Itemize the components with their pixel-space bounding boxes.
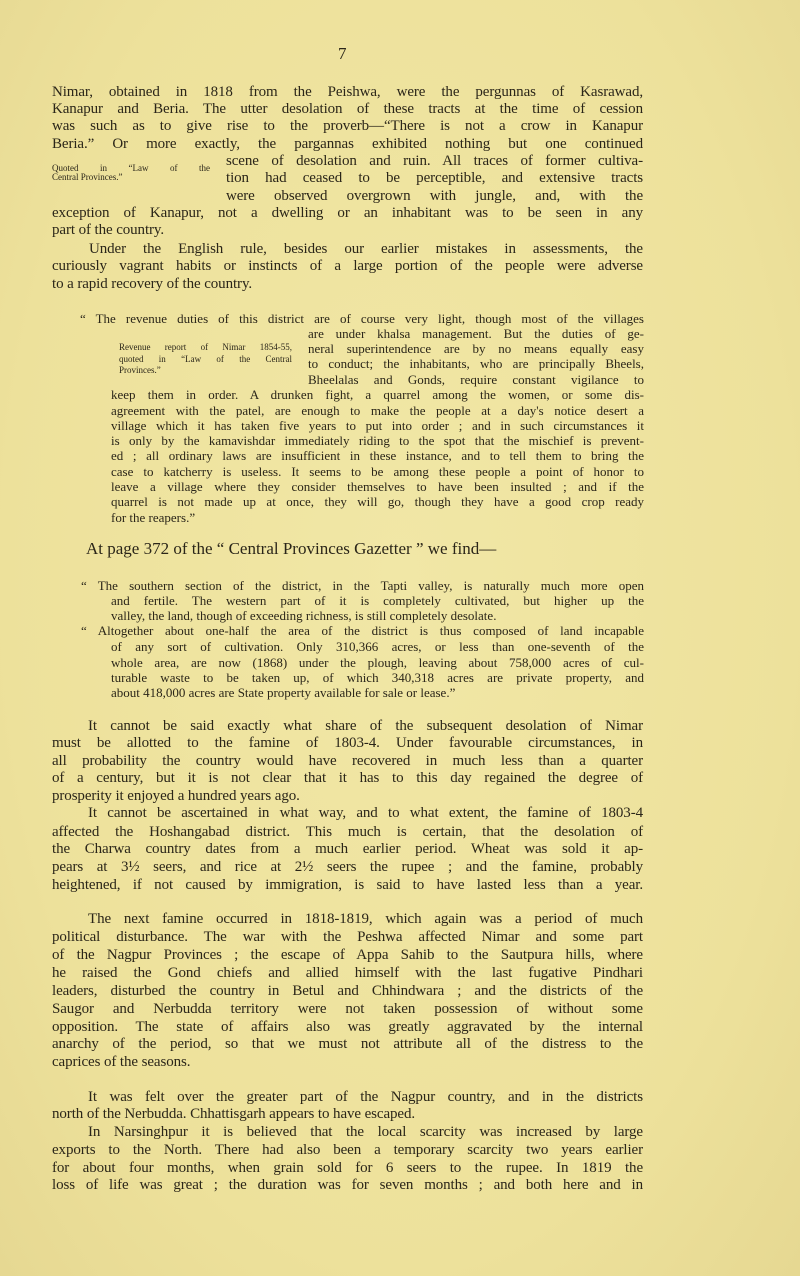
quote-line: leave a village where they consider themselves to have been insulted ; and if the: [111, 478, 644, 494]
paragraph-line: curiously vagrant habits or instincts of a large portion of the people were adverse: [52, 258, 643, 274]
quote-line: are under khalsa management. But the duties of ge-: [308, 325, 644, 341]
paragraph-line: It cannot be said exactly what share of the subsequent desolation of Nimar: [88, 718, 643, 734]
quote-line: valley, the land, though of exceeding richness, is still completely desolate.: [111, 607, 497, 623]
section-heading: At page 372 of the “ Central Provinces Gazetter ” we find—: [86, 539, 497, 558]
paragraph-line: Saugor and Nerbudda territory were not taken possession of without some: [52, 1001, 643, 1017]
quote-line: for the reapers.”: [111, 509, 196, 525]
margin-note-line: quoted in “Law of the Central: [119, 353, 292, 364]
quote-line: quarrel is not made up at once, they will go, though they have a good crop ready: [111, 493, 644, 509]
quote-line: about 418,000 acres are State property available for sale or lease.”: [111, 684, 456, 700]
paragraph-line: tion had ceased to be perceptible, and extensive tracts: [226, 170, 643, 186]
margin-note-line: Provinces.”: [119, 364, 161, 375]
quote-line: case to katcherry is useless. It seems to be among these people a point of honor to: [111, 463, 644, 479]
paragraph-line: political disturbance. The war with the Peshwa affected Nimar and some part: [52, 929, 643, 945]
quote-line: turable waste to be taken up, of which 340,318 acres are private property, and: [111, 669, 644, 685]
paragraph-line: anarchy of the period, so that we must not attribute all of the distress to the: [52, 1036, 643, 1052]
paragraph-line: of the Nagpur Provinces ; the escape of Appa Sahib to the Sautpura hills, where: [52, 947, 643, 963]
paragraph-line: pears at 3½ seers, and rice at 2½ seers the rupee ; and the famine, probably: [52, 859, 643, 875]
paragraph-line: scene of desolation and ruin. All traces of former cultiva-: [226, 153, 643, 169]
quote-line: of any sort of cultivation. Only 310,366 acres, or less than one-seventh of the: [111, 638, 644, 654]
paragraph-line: affected the Hoshangabad district. This much is certain, that the desolation of: [52, 824, 643, 840]
quote-line: agreement with the patel, are enough to make the people at a day's notice desert a: [111, 402, 644, 418]
quote-line: and fertile. The western part of it is completely cultivated, but higher up the: [111, 592, 644, 608]
paragraph-line: all probability the country would have recovered in much less than a quarter: [52, 753, 643, 769]
paragraph-line: the Charwa country dates from a much earlier period. Wheat was sold it ap-: [52, 841, 643, 857]
paragraph-line: exports to the North. There had also been a temporary scarcity two years earlier: [52, 1142, 643, 1158]
paragraph-line: were observed overgrown with jungle, and, with the: [226, 188, 643, 204]
paragraph-line: was such as to give rise to the proverb—“There is not a crow in Kanapur: [52, 118, 643, 134]
paragraph-line: opposition. The state of affairs also was greatly aggravated by the internal: [52, 1019, 643, 1035]
paragraph-line: Kanapur and Beria. The utter desolation of these tracts at the time of cession: [52, 101, 643, 117]
page-number: 7: [338, 44, 347, 63]
paragraph-line: part of the country.: [52, 222, 164, 238]
margin-note-line: Central Provinces.”: [52, 171, 123, 182]
paragraph-line: loss of life was great ; the duration was for seven months ; and both here and in: [52, 1177, 643, 1193]
paragraph-line: The next famine occurred in 1818-1819, which again was a period of much: [88, 911, 643, 927]
quote-line: to conduct; the inhabitants, who are principally Bheels,: [308, 355, 644, 371]
quote-line: neral superintendence are by no means equally easy: [308, 340, 644, 356]
paragraph-line: to a rapid recovery of the country.: [52, 276, 253, 292]
quote-line: “ The revenue duties of this district are of course very light, though most of the villages: [80, 310, 644, 326]
quote-line: “ Altogether about one-half the area of the district is thus composed of land incapable: [81, 622, 644, 638]
quote-line: ed ; all ordinary laws are insufficient in these instance, and to tell them to bring the: [111, 447, 644, 463]
paragraph-line: leaders, disturbed the country in Betul and Chhindwara ; and the districts of the: [52, 983, 643, 999]
paragraph-line: It cannot be ascertained in what way, and to what extent, the famine of 1803-4: [88, 805, 643, 821]
paragraph-line: must be allotted to the famine of 1803-4. Under favourable circumstances, in: [52, 735, 643, 751]
paragraph-line: caprices of the seasons.: [52, 1054, 191, 1070]
paragraph-line: It was felt over the greater part of the Nagpur country, and in the districts: [88, 1089, 643, 1105]
paragraph-line: In Narsinghpur it is believed that the local scarcity was increased by large: [88, 1124, 643, 1140]
quote-line: whole area, are now (1868) under the plough, leaving about 758,000 acres of cul-: [111, 654, 644, 670]
paragraph-line: Under the English rule, besides our earlier mistakes in assessments, the: [89, 241, 643, 257]
quote-line: “ The southern section of the district, in the Tapti valley, is naturally much more open: [81, 577, 644, 593]
paragraph-line: prosperity it enjoyed a hundred years ago.: [52, 788, 300, 804]
quote-line: is only by the kamavishdar immediately riding to the spot that the mischief is prevent-: [111, 432, 644, 448]
quote-line: Bheelalas and Gonds, require constant vigilance to: [308, 371, 644, 387]
margin-note-line: Revenue report of Nimar 1854-55,: [119, 341, 292, 352]
paragraph-line: exception of Kanapur, not a dwelling or an inhabitant was to be seen in any: [52, 205, 643, 221]
paragraph-line: north of the Nerbudda. Chhattisgarh appears to have escaped.: [52, 1106, 416, 1122]
paragraph-line: he raised the Gond chiefs and allied himself with the last fugative Pindhari: [52, 965, 643, 981]
paragraph-line: heightened, if not caused by immigration, is said to have lasted less than a year.: [52, 877, 643, 893]
quote-line: keep them in order. A drunken fight, a quarrel among the women, or some dis-: [111, 386, 644, 402]
paragraph-line: Nimar, obtained in 1818 from the Peishwa, were the pergunnas of Kasrawad,: [52, 84, 643, 100]
margin-note-line: Quoted in “Law of the: [52, 162, 210, 173]
paragraph-line: of a century, but it is not clear that it has to this day regained the degree of: [52, 770, 643, 786]
paragraph-line: Beria.” Or more exactly, the pargannas exhibited nothing but one continued: [52, 136, 643, 152]
quote-line: village which it has taken five years to put into order ; and in such circumstances it: [111, 417, 644, 433]
paragraph-line: for about four months, when grain sold for 6 seers to the rupee. In 1819 the: [52, 1160, 643, 1176]
